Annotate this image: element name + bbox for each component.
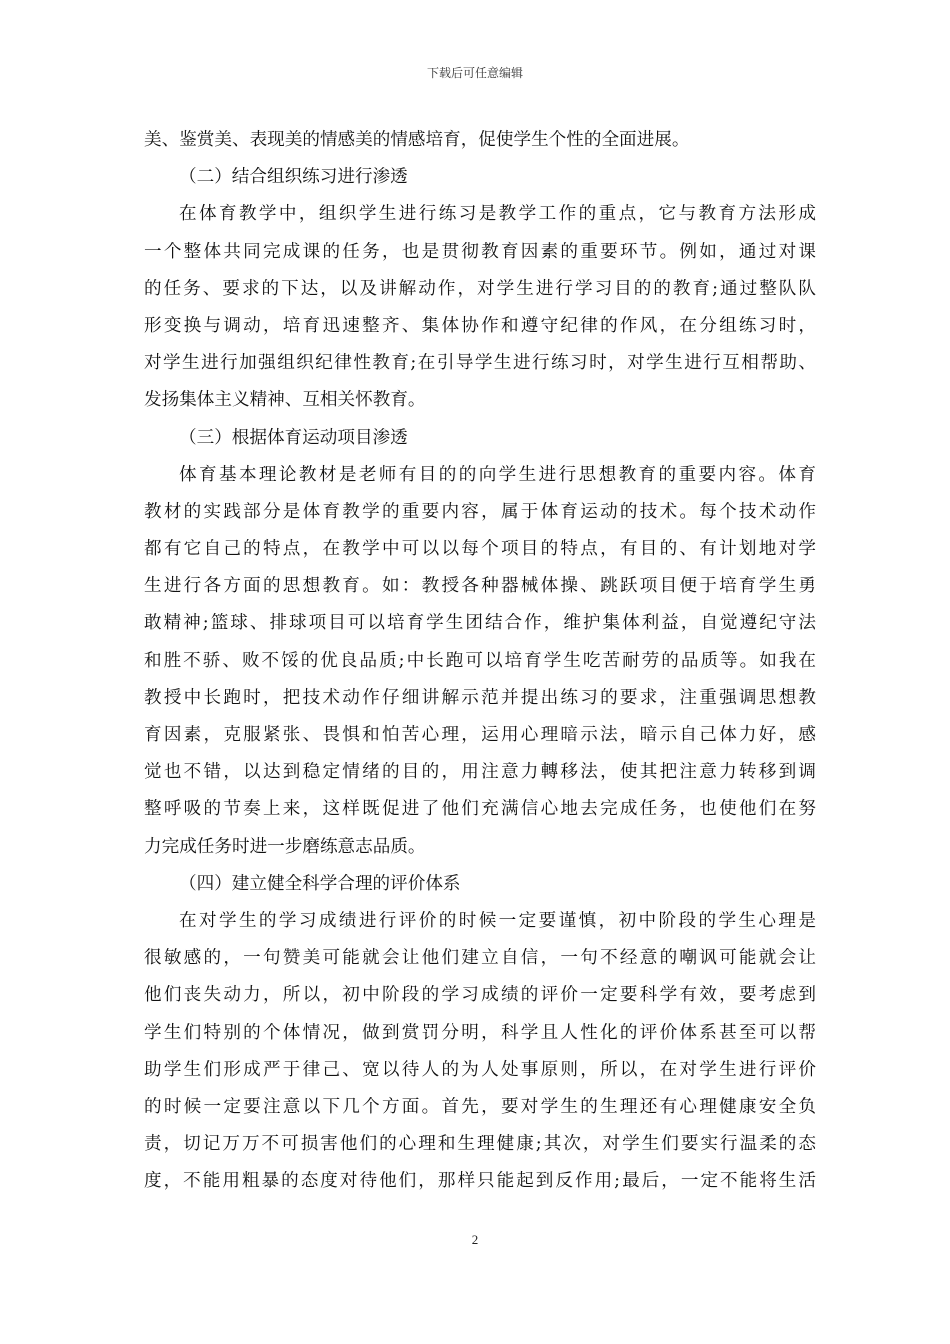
text-line: 力完成任务时进一步磨练意志品质。 xyxy=(144,836,426,857)
text-line: 美、鉴赏美、表现美的情感美的情感培育，促使学生个性的全面进展。 xyxy=(144,130,690,150)
text-line: 和胜不骄、败不馁的优良品质;中长跑可以培育学生吃苦耐劳的品质等。如我在 xyxy=(144,650,816,671)
text-line: 助学生们形成严于律己、宽以待人的为人处事原则，所以，在对学生进行评价 xyxy=(144,1059,816,1080)
text-line: 在体育教学中，组织学生进行练习是教学工作的重点，它与教育方法形成 xyxy=(179,204,816,225)
text-line: 教材的实践部分是体育教学的重要内容，属于体育运动的技术。每个技术动作 xyxy=(144,501,816,522)
text-line: 责，切记万万不可损害他们的心理和生理健康;其次，对学生们要实行温柔的态 xyxy=(144,1134,816,1155)
text-line: 生进行各方面的思想教育。如：教授各种器械体操、跳跃项目便于培育学生勇 xyxy=(144,576,816,597)
text-line: 发扬集体主义精神、互相关怀教育。 xyxy=(144,390,426,411)
text-line: 敢精神;篮球、排球项目可以培育学生团结合作，维护集体利益，自觉遵纪守法 xyxy=(144,613,816,634)
text-line: 一个整体共同完成课的任务，也是贯彻教育因素的重要环节。例如，通过对课 xyxy=(144,241,816,262)
text-line: 教授中长跑时，把技术动作仔细讲解示范并提出练习的要求，注重强调思想教 xyxy=(144,687,816,708)
text-line: 度，不能用粗暴的态度对待他们，那样只能起到反作用;最后，一定不能将生活 xyxy=(144,1171,816,1192)
text-line: 觉也不错，以达到稳定情绪的目的，用注意力轉移法，使其把注意力转移到调 xyxy=(144,762,816,783)
page-number: 2 xyxy=(471,1232,479,1247)
text-line: 整呼吸的节奏上来，这样既促进了他们充满信心地去完成任务，也使他们在努 xyxy=(144,799,816,820)
text-line: 他们丧失动力，所以，初中阶段的学习成绩的评价一定要科学有效，要考虑到 xyxy=(144,985,816,1006)
text-line: 都有它自己的特点，在教学中可以以每个项目的特点，有目的、有计划地对学 xyxy=(144,539,816,560)
text-line: 的时候一定要注意以下几个方面。首先，要对学生的生理还有心理健康安全负 xyxy=(144,1096,816,1117)
section-heading: （三）根据体育运动项目渗透 xyxy=(179,427,408,448)
text-line: 很敏感的，一句赞美可能就会让他们建立自信，一句不经意的嘲讽可能就会让 xyxy=(144,948,816,969)
text-line: 体育基本理论教材是老师有目的的向学生进行思想教育的重要内容。体育 xyxy=(179,464,816,485)
text-line: 育因素，克服紧张、畏惧和怕苦心理，运用心理暗示法，暗示自己体力好，感 xyxy=(144,725,816,745)
page-header: 下载后可任意编辑 xyxy=(426,66,523,80)
text-line: 对学生进行加强组织纪律性教育;在引导学生进行练习时，对学生进行互相帮助、 xyxy=(144,353,816,374)
section-heading: （二）结合组织练习进行渗透 xyxy=(179,167,408,188)
text-line: 在对学生的学习成绩进行评价的时候一定要谨慎，初中阶段的学生心理是 xyxy=(179,910,816,931)
section-heading: （四）建立健全科学合理的评价体系 xyxy=(179,873,461,894)
text-line: 形变换与调动，培育迅速整齐、集体协作和遵守纪律的作风，在分组练习时， xyxy=(144,315,816,336)
document-body xyxy=(144,122,816,1200)
text-line: 的任务、要求的下达，以及讲解动作，对学生进行学习目的的教育;通过整队队 xyxy=(144,278,816,299)
text-line: 学生们特别的个体情况，做到赏罚分明，科学且人性化的评价体系甚至可以帮 xyxy=(144,1022,816,1043)
